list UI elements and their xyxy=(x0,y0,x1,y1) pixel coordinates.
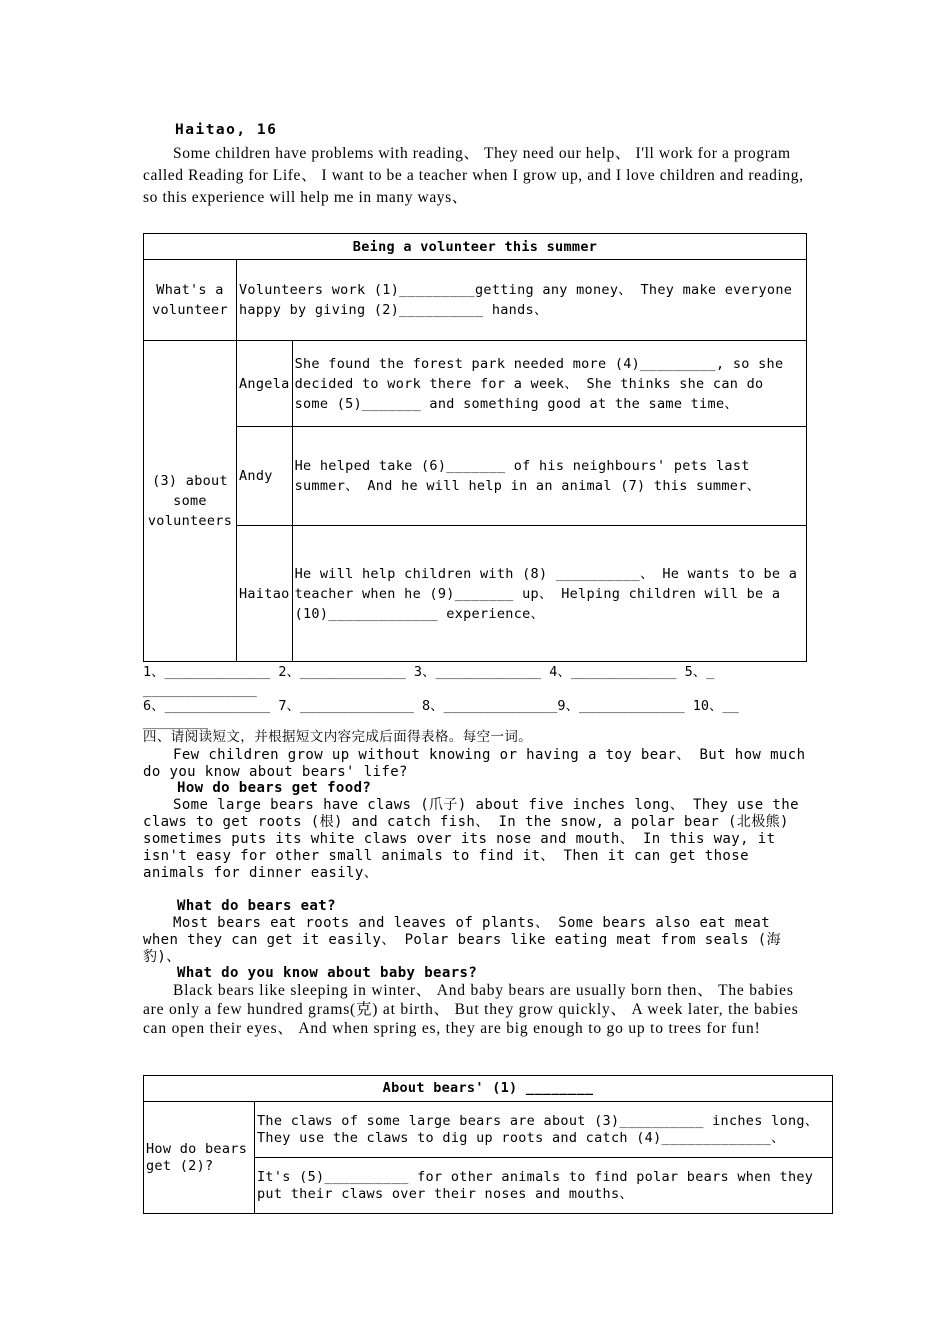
person-name: Andy xyxy=(237,427,293,526)
volunteers-group-label: (3) about some volunteers xyxy=(144,341,237,662)
person-description: He helped take (6)_______ of his neighbours' pets last summer、 And he will help in an animal (7) this summer、 xyxy=(292,427,806,526)
bears-food-row-2: It's (5)__________ for other animals to find polar bears when they put their claws over their noses and mouths、 xyxy=(255,1158,833,1214)
bears-food-label: How do bears get (2)? xyxy=(144,1102,255,1214)
volunteer-definition-label: What's a volunteer xyxy=(144,260,237,341)
section4-paragraph-1: Few children grow up without knowing or having a toy bear、 But how much do you know about bears' life? xyxy=(143,747,806,780)
person-description: She found the forest park needed more (4)_________, so she decided to work there for a week、 She thinks she can do some (5)_______ and something good at the same time、 xyxy=(292,341,806,427)
answer-row-1: 1、_____________ 2、_____________ 3、_____________ 4、_____________ 5、_ xyxy=(143,664,715,680)
section4-paragraph-4: Black bears like sleeping in winter、 And baby bears are usually born then、 The babies are only a few hundred grams(克) at birth、 But they grow quickly、 A week later, the babies can open their eyes、 And when spring es, they are big enough to go up to trees for fun! xyxy=(143,982,799,1037)
intro-paragraph: Some children have problems with reading、 They need our help、 I'll work for a program called Reading for Life、 I want to be a teacher when I grow up, and I love children and reading, so this experience will help me in many ways、 xyxy=(143,145,804,206)
section4-paragraph-3: Most bears eat roots and leaves of plants、 Some bears also eat meat when they can get it easily、 Polar bears like eating meat from seals (海豹)、 xyxy=(143,915,781,965)
bears-table-title: About bears' (1) ________ xyxy=(144,1076,833,1102)
person-description: He will help children with (8) __________、 He wants to be a teacher when he (9)_______ up、 Helping children will be a (10)_____________ experience、 xyxy=(292,526,806,662)
volunteer-definition-text: Volunteers work (1)_________getting any money、 They make everyone happy by giving (2)__________ hands、 xyxy=(237,260,807,341)
section4-heading-1: How do bears get food? xyxy=(177,780,372,796)
person-name: Haitao xyxy=(237,526,293,662)
answer-row-1-wrap: ______________ xyxy=(143,682,257,698)
answer-row-2-wrap: ________ xyxy=(143,714,209,730)
bears-food-row-1: The claws of some large bears are about (3)__________ inches long、 They use the claws to dig up roots and catch (4)_____________、 xyxy=(255,1102,833,1158)
section4-heading-2: What do bears eat? xyxy=(177,898,336,914)
section4-paragraph-2: Some large bears have claws (爪子) about five inches long、 They use the claws to get roots (根) and catch fish、 In the snow, a polar bear (北极熊) sometimes puts its white claws over its nose and mouth、 In this way, it isn't easy for other small animals to find it、 Then it can get those animals for dinner easily、 xyxy=(143,797,799,881)
volunteer-table-title: Being a volunteer this summer xyxy=(144,234,807,260)
answer-row-2: 6、_____________ 7、______________ 8、______________9、_____________ 10、__ xyxy=(143,698,739,714)
section4-instruction: 四、请阅读短文，并根据短文内容完成后面得表格。每空一词。 xyxy=(143,729,533,745)
bears-table xyxy=(143,1075,833,1214)
volunteer-table xyxy=(143,233,807,662)
person-name: Angela xyxy=(237,341,293,427)
section4-heading-3: What do you know about baby bears? xyxy=(177,965,478,981)
header-line: Haitao, 16 xyxy=(175,122,278,138)
